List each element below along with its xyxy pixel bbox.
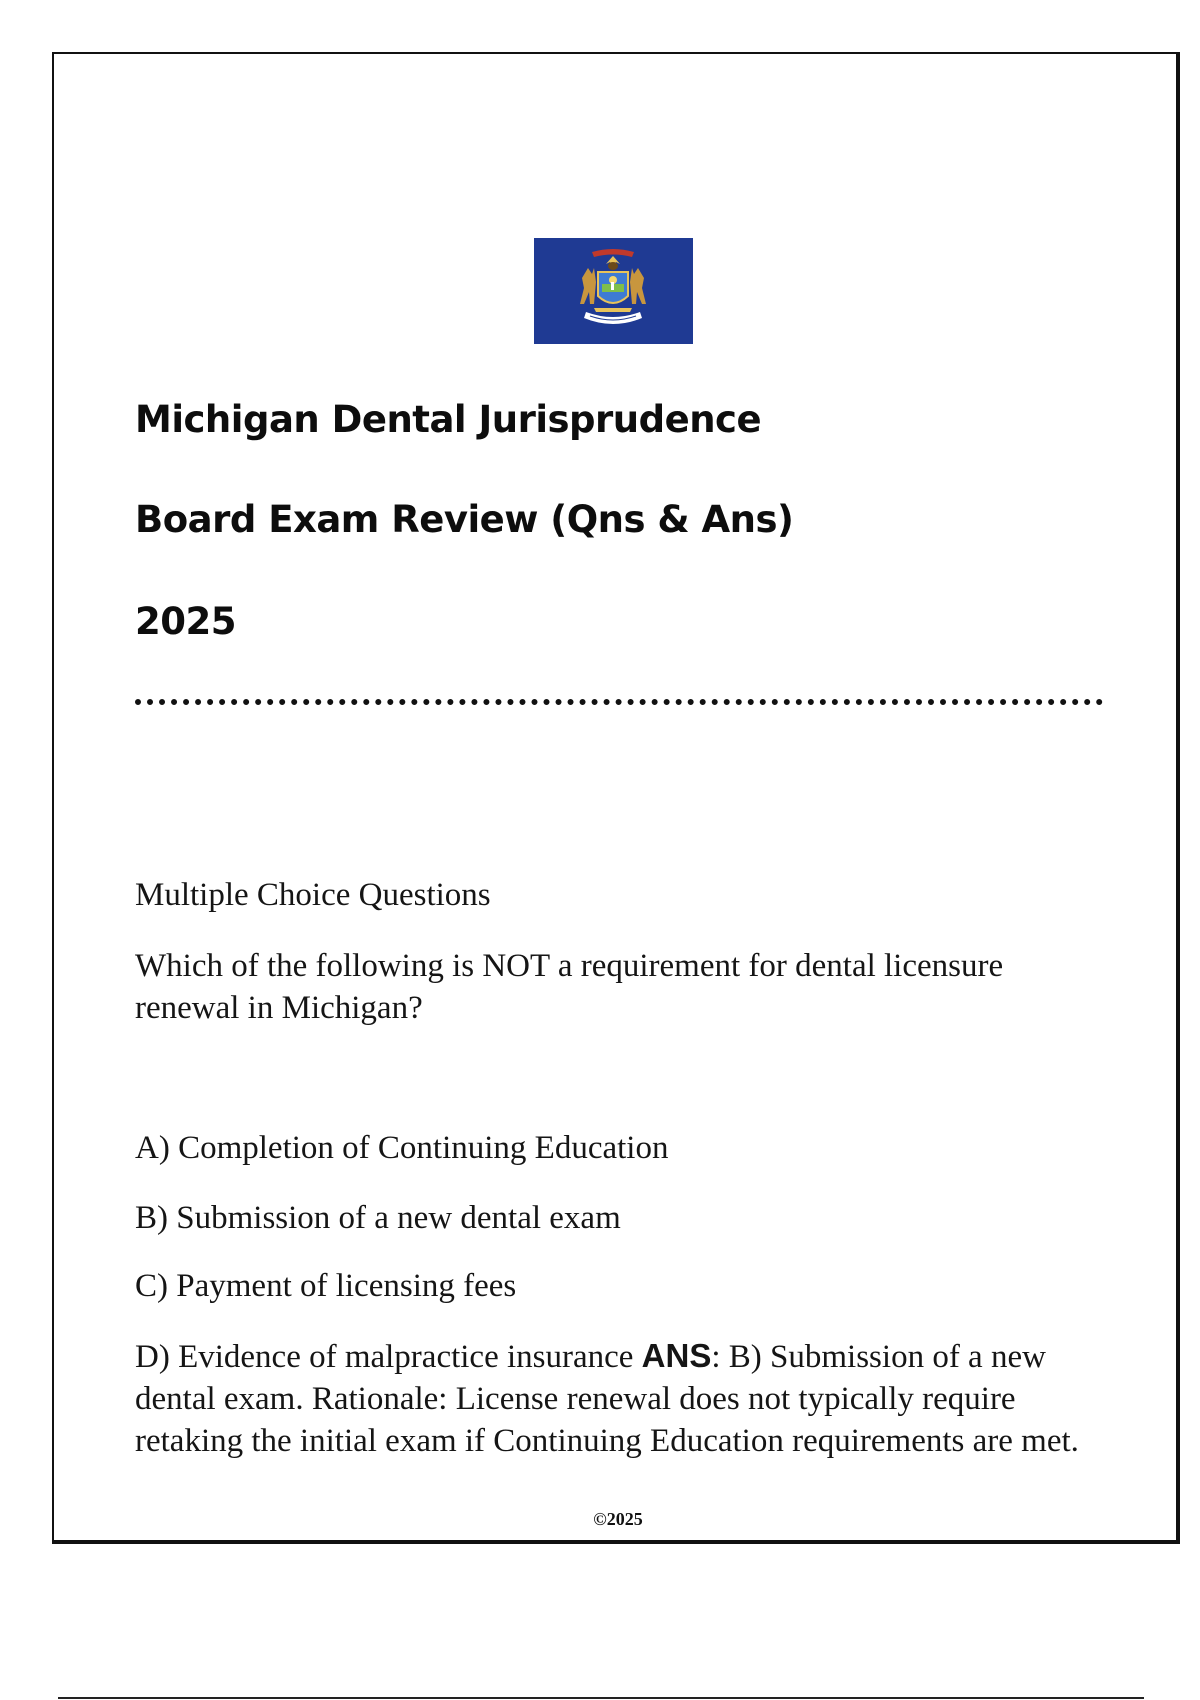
question-text: Which of the following is NOT a requirement for dental licensure renewal in Michigan? xyxy=(135,948,1004,1026)
option-d: D) Evidence of malpractice insurance xyxy=(135,1339,634,1375)
footer-copyright: ©2025 xyxy=(593,1509,643,1529)
title-line-1: Michigan Dental Jurisprudence xyxy=(135,398,762,441)
michigan-flag-icon xyxy=(534,238,693,344)
title-line-2: Board Exam Review (Qns & Ans) xyxy=(135,498,794,541)
option-b: B) Submission of a new dental exam xyxy=(135,1200,621,1236)
answer-text: : B) Submission of a new dental exam. Rationale: License renewal does not typically require retaking the initial exam if Continuing Education requirements are met. xyxy=(135,1339,1079,1459)
bottom-rule xyxy=(58,1697,1144,1699)
section-label: Multiple Choice Questions xyxy=(135,877,491,913)
answer-label: ANS xyxy=(641,1337,712,1374)
dotted-divider xyxy=(135,699,1103,705)
option-d-with-answer xyxy=(135,1335,1105,1462)
option-a: A) Completion of Continuing Education xyxy=(135,1130,669,1166)
title-year: 2025 xyxy=(135,600,236,643)
option-c: C) Payment of licensing fees xyxy=(135,1268,517,1304)
